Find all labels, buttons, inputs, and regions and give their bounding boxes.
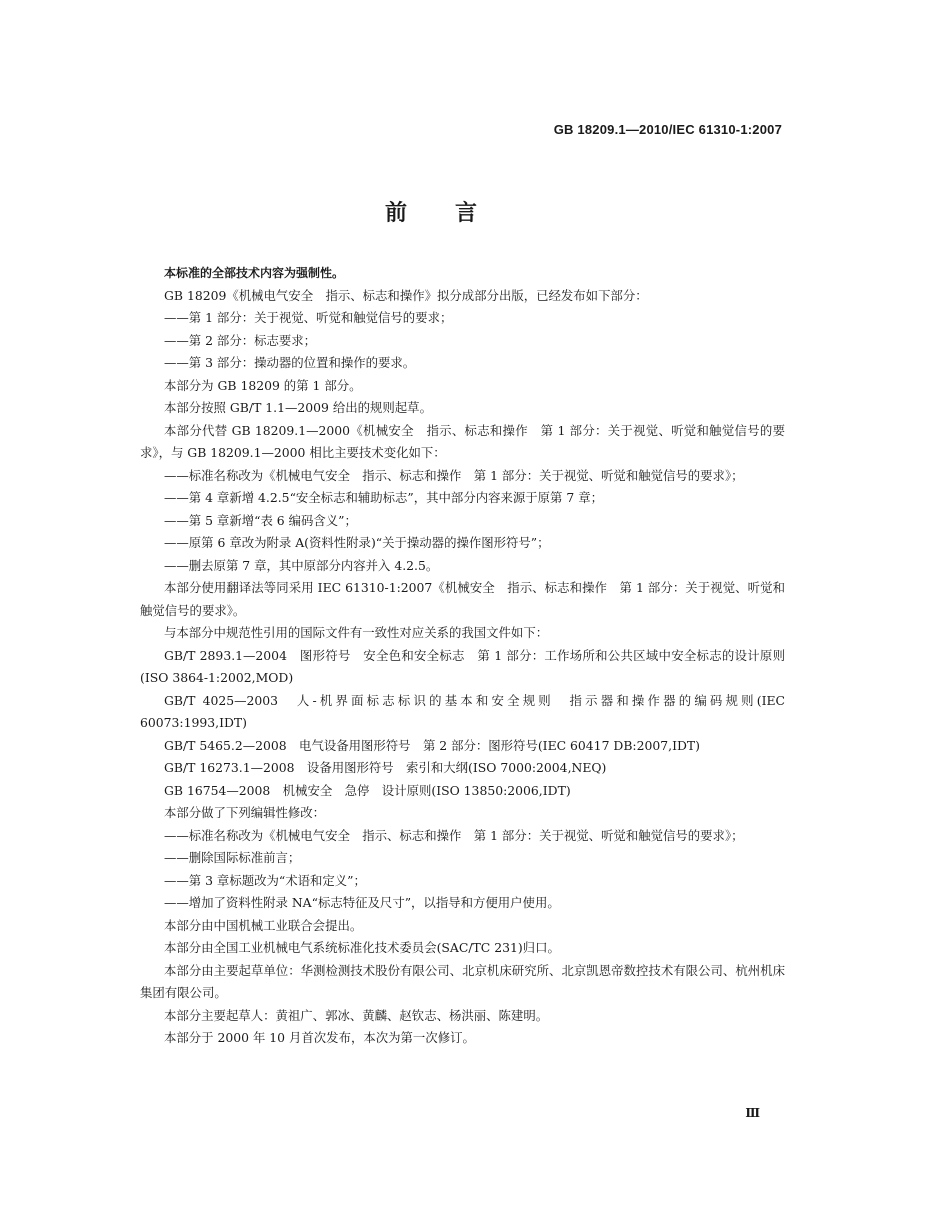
list-item: ——标准名称改为《机械电气安全 指示、标志和操作 第 1 部分：关于视觉、听觉和触觉信号的要求》；: [164, 467, 744, 483]
paragraph: 本部分按照 GB/T 1.1—2009 给出的规则起草。: [164, 400, 432, 415]
paragraph: 本部分为 GB 18209 的第 1 部分。: [164, 377, 362, 393]
paragraph: 本部分使用翻译法等同采用 IEC 61310-1:2007《机械安全 指示、标志和操作 第 1 部分：关于视觉、听觉和触觉信号的要求》。: [140, 580, 785, 618]
list-item: ——第 5 章新增“表 6 编码含义”；: [164, 512, 357, 528]
list-item: ——第 4 章新增 4.2.5“安全标志和辅助标志”，其中部分内容来源于原第 7 章；: [164, 490, 603, 505]
list-item: ——原第 6 章改为附录 A(资料性附录)“关于操动器的操作图形符号”；: [164, 535, 550, 550]
foreword-body: [140, 262, 785, 1050]
list-item: ——标准名称改为《机械电气安全 指示、标志和操作 第 1 部分：关于视觉、听觉和触觉信号的要求》；: [164, 827, 744, 843]
list-item: ——增加了资料性附录 NA“标志特征及尺寸”，以指导和方便用户使用。: [164, 895, 560, 910]
list-item: ——第 3 章标题改为“术语和定义”；: [164, 872, 366, 888]
paragraph: GB/T 2893.1—2004 图形符号 安全色和安全标志 第 1 部分：工作场所和公共区域中安全标志的设计原则(ISO 3864-1:2002,MOD): [140, 647, 785, 685]
list-item: ——删去原第 7 章，其中原部分内容并入 4.2.5。: [164, 557, 439, 573]
list-item: ——删除国际标准前言；: [164, 850, 301, 865]
paragraph: GB/T 4025—2003 人-机界面标志标识的基本和安全规则 指示器和操作器的编码规则(IEC 60073:1993,IDT): [140, 692, 785, 730]
list-item: ——第 1 部分：关于视觉、听觉和触觉信号的要求；: [164, 310, 453, 325]
list-item: ——第 2 部分：标志要求；: [164, 332, 317, 348]
page-number: Ⅲ: [745, 1106, 760, 1120]
list-item: ——第 3 部分：操动器的位置和操作的要求。: [164, 355, 416, 370]
paragraph: 本部分由中国机械工业联合会提出。: [164, 917, 363, 933]
paragraph: GB/T 5465.2—2008 电气设备用图形符号 第 2 部分：图形符号(IEC 60417 DB:2007,IDT): [164, 737, 701, 753]
paragraph: 本部分主要起草人：黄祖广、郭冰、黄麟、赵钦志、杨洪丽、陈建明。: [164, 1007, 549, 1023]
paragraph: 与本部分中规范性引用的国际文件有一致性对应关系的我国文件如下：: [164, 625, 549, 640]
paragraph: 本标准的全部技术内容为强制性。: [164, 266, 345, 280]
paragraph: 本部分由全国工业机械电气系统标准化技术委员会(SAC/TC 231)归口。: [164, 940, 560, 955]
page-title: 前言: [384, 201, 525, 226]
paragraph: GB 16754—2008 机械安全 急停 设计原则(ISO 13850:2006,IDT): [164, 782, 571, 798]
paragraph: 本部分于 2000 年 10 月首次发布，本次为第一次修订。: [164, 1030, 475, 1045]
paragraph: GB/T 16273.1—2008 设备用图形符号 索引和大纲(ISO 7000:2004,NEQ): [164, 760, 607, 775]
document-code: GB 18209.1—2010/IEC 61310-1:2007: [553, 122, 782, 137]
paragraph: 本部分做了下列编辑性修改：: [164, 805, 326, 820]
paragraph: 本部分由主要起草单位：华测检测技术股份有限公司、北京机床研究所、北京凯恩帝数控技术有限公司、杭州机床集团有限公司。: [140, 962, 785, 1000]
paragraph: GB 18209《机械电气安全 指示、标志和操作》拟分成部分出版，已经发布如下部分：: [164, 287, 648, 303]
paragraph: 本部分代替 GB 18209.1—2000《机械安全 指示、标志和操作 第 1 部分：关于视觉、听觉和触觉信号的要求》，与 GB 18209.1—2000 相比主要技术变化如下：: [140, 422, 785, 460]
